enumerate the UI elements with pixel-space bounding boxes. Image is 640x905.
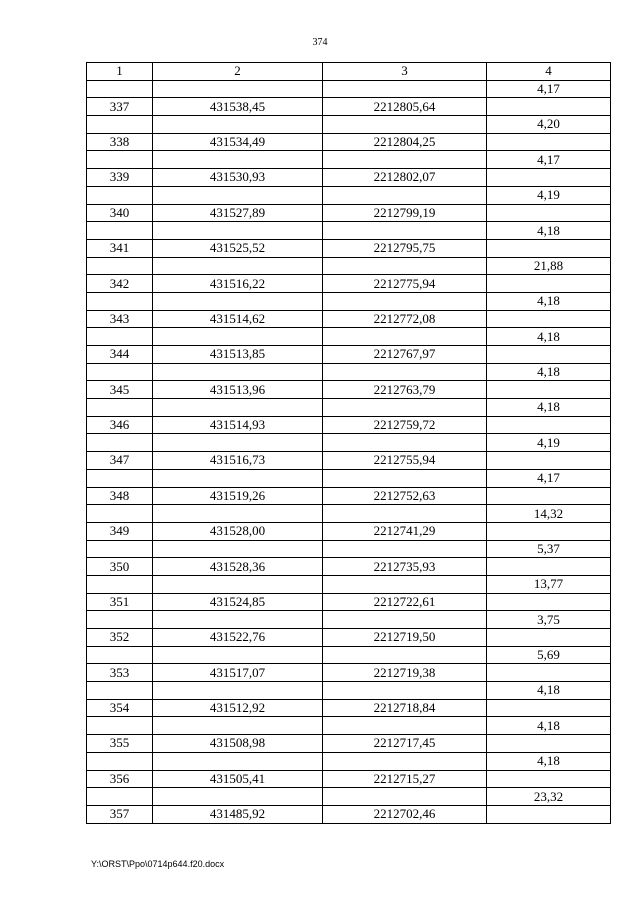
y-coordinate-cell: 2212715,27: [323, 770, 487, 788]
table-row: [87, 770, 611, 788]
table-row: [87, 275, 611, 293]
point-number-cell: 355: [87, 735, 153, 753]
y-coordinate-cell: 2212767,97: [323, 346, 487, 364]
table-row: [87, 116, 611, 134]
y-coordinate-cell: 2212799,19: [323, 204, 487, 222]
y-coordinate-cell: [323, 752, 487, 770]
point-number-cell: [87, 788, 153, 806]
point-number-cell: [87, 116, 153, 134]
table-row: [87, 558, 611, 576]
point-number-cell: 354: [87, 699, 153, 717]
x-coordinate-cell: [153, 363, 323, 381]
x-coordinate-cell: 431516,22: [153, 275, 323, 293]
x-coordinate-cell: 431505,41: [153, 770, 323, 788]
x-coordinate-cell: 431534,49: [153, 133, 323, 151]
table-row: [87, 169, 611, 187]
point-number-cell: [87, 717, 153, 735]
y-coordinate-cell: 2212722,61: [323, 593, 487, 611]
x-coordinate-cell: 431512,92: [153, 699, 323, 717]
y-coordinate-cell: [323, 292, 487, 310]
point-number-cell: [87, 540, 153, 558]
table-row: [87, 469, 611, 487]
distance-cell: 4,19: [487, 434, 611, 452]
y-coordinate-cell: 2212772,08: [323, 310, 487, 328]
column-header-1: 1: [87, 63, 153, 81]
distance-cell: [487, 346, 611, 364]
y-coordinate-cell: 2212741,29: [323, 522, 487, 540]
y-coordinate-cell: 2212775,94: [323, 275, 487, 293]
x-coordinate-cell: [153, 611, 323, 629]
table-row: [87, 717, 611, 735]
y-coordinate-cell: [323, 399, 487, 417]
distance-cell: [487, 522, 611, 540]
distance-cell: 3,75: [487, 611, 611, 629]
table-row: [87, 540, 611, 558]
x-coordinate-cell: [153, 257, 323, 275]
distance-cell: [487, 275, 611, 293]
x-coordinate-cell: 431525,52: [153, 239, 323, 257]
distance-cell: [487, 452, 611, 470]
y-coordinate-cell: 2212752,63: [323, 487, 487, 505]
point-number-cell: 345: [87, 381, 153, 399]
x-coordinate-cell: [153, 434, 323, 452]
distance-cell: 4,20: [487, 116, 611, 134]
table-header-row: [87, 63, 611, 81]
table-row: [87, 752, 611, 770]
x-coordinate-cell: [153, 328, 323, 346]
table-row: [87, 575, 611, 593]
distance-cell: [487, 487, 611, 505]
distance-cell: 4,17: [487, 151, 611, 169]
distance-cell: 13,77: [487, 575, 611, 593]
table-row: [87, 593, 611, 611]
footer-file-path: Y:\ORST\Ppo\0714p644.f20.docx: [91, 859, 225, 869]
table-row: [87, 399, 611, 417]
y-coordinate-cell: [323, 186, 487, 204]
table-row: [87, 664, 611, 682]
table-row: [87, 363, 611, 381]
point-number-cell: 346: [87, 416, 153, 434]
y-coordinate-cell: 2212755,94: [323, 452, 487, 470]
distance-cell: [487, 558, 611, 576]
table-row: [87, 151, 611, 169]
y-coordinate-cell: [323, 80, 487, 98]
table-row: [87, 682, 611, 700]
point-number-cell: [87, 469, 153, 487]
x-coordinate-cell: 431517,07: [153, 664, 323, 682]
point-number-cell: 338: [87, 133, 153, 151]
x-coordinate-cell: [153, 505, 323, 523]
table-row: [87, 487, 611, 505]
point-number-cell: 344: [87, 346, 153, 364]
y-coordinate-cell: 2212763,79: [323, 381, 487, 399]
table-row: [87, 80, 611, 98]
y-coordinate-cell: 2212804,25: [323, 133, 487, 151]
table-row: [87, 434, 611, 452]
distance-cell: [487, 805, 611, 823]
y-coordinate-cell: [323, 469, 487, 487]
x-coordinate-cell: [153, 682, 323, 700]
point-number-cell: [87, 80, 153, 98]
distance-cell: 4,18: [487, 363, 611, 381]
x-coordinate-cell: 431514,62: [153, 310, 323, 328]
x-coordinate-cell: [153, 540, 323, 558]
distance-cell: [487, 381, 611, 399]
distance-cell: 4,18: [487, 399, 611, 417]
point-number-cell: [87, 222, 153, 240]
table-row: [87, 699, 611, 717]
distance-cell: 5,69: [487, 646, 611, 664]
distance-cell: 4,17: [487, 469, 611, 487]
x-coordinate-cell: 431530,93: [153, 169, 323, 187]
point-number-cell: 340: [87, 204, 153, 222]
distance-cell: [487, 629, 611, 647]
column-header-2: 2: [153, 63, 323, 81]
table-row: [87, 788, 611, 806]
x-coordinate-cell: 431538,45: [153, 98, 323, 116]
table-row: [87, 186, 611, 204]
distance-cell: 4,18: [487, 328, 611, 346]
distance-cell: [487, 664, 611, 682]
distance-cell: 4,19: [487, 186, 611, 204]
distance-cell: [487, 204, 611, 222]
y-coordinate-cell: 2212719,38: [323, 664, 487, 682]
point-number-cell: [87, 292, 153, 310]
table-row: [87, 257, 611, 275]
distance-cell: 14,32: [487, 505, 611, 523]
x-coordinate-cell: 431528,00: [153, 522, 323, 540]
point-number-cell: 337: [87, 98, 153, 116]
y-coordinate-cell: 2212719,50: [323, 629, 487, 647]
column-header-3: 3: [323, 63, 487, 81]
distance-cell: [487, 310, 611, 328]
point-number-cell: [87, 328, 153, 346]
x-coordinate-cell: 431485,92: [153, 805, 323, 823]
x-coordinate-cell: 431516,73: [153, 452, 323, 470]
x-coordinate-cell: 431528,36: [153, 558, 323, 576]
y-coordinate-cell: 2212759,72: [323, 416, 487, 434]
distance-cell: [487, 699, 611, 717]
y-coordinate-cell: [323, 575, 487, 593]
point-number-cell: [87, 151, 153, 169]
page-number: 374: [312, 37, 328, 48]
y-coordinate-cell: [323, 328, 487, 346]
x-coordinate-cell: [153, 788, 323, 806]
table-row: [87, 416, 611, 434]
point-number-cell: 348: [87, 487, 153, 505]
x-coordinate-cell: 431527,89: [153, 204, 323, 222]
distance-cell: 5,37: [487, 540, 611, 558]
table-row: [87, 805, 611, 823]
x-coordinate-cell: 431514,93: [153, 416, 323, 434]
table-row: [87, 611, 611, 629]
table-row: [87, 522, 611, 540]
point-number-cell: 357: [87, 805, 153, 823]
point-number-cell: 353: [87, 664, 153, 682]
distance-cell: [487, 133, 611, 151]
y-coordinate-cell: 2212795,75: [323, 239, 487, 257]
point-number-cell: 343: [87, 310, 153, 328]
table-row: [87, 292, 611, 310]
y-coordinate-cell: [323, 646, 487, 664]
y-coordinate-cell: [323, 363, 487, 381]
y-coordinate-cell: [323, 151, 487, 169]
y-coordinate-cell: [323, 788, 487, 806]
x-coordinate-cell: [153, 80, 323, 98]
table-row: [87, 204, 611, 222]
distance-cell: 4,18: [487, 717, 611, 735]
x-coordinate-cell: [153, 222, 323, 240]
y-coordinate-cell: [323, 222, 487, 240]
distance-cell: 4,18: [487, 222, 611, 240]
point-number-cell: 339: [87, 169, 153, 187]
point-number-cell: [87, 399, 153, 417]
y-coordinate-cell: 2212735,93: [323, 558, 487, 576]
distance-cell: [487, 770, 611, 788]
column-header-4: 4: [487, 63, 611, 81]
table-row: [87, 133, 611, 151]
x-coordinate-cell: [153, 151, 323, 169]
distance-cell: 4,18: [487, 682, 611, 700]
point-number-cell: [87, 257, 153, 275]
y-coordinate-cell: [323, 682, 487, 700]
distance-cell: 4,18: [487, 292, 611, 310]
distance-cell: 4,17: [487, 80, 611, 98]
y-coordinate-cell: [323, 540, 487, 558]
x-coordinate-cell: 431524,85: [153, 593, 323, 611]
point-number-cell: 342: [87, 275, 153, 293]
y-coordinate-cell: 2212718,84: [323, 699, 487, 717]
x-coordinate-cell: [153, 116, 323, 134]
table-row: [87, 98, 611, 116]
table-row: [87, 222, 611, 240]
y-coordinate-cell: [323, 434, 487, 452]
table-row: [87, 328, 611, 346]
x-coordinate-cell: [153, 646, 323, 664]
x-coordinate-cell: 431513,96: [153, 381, 323, 399]
x-coordinate-cell: [153, 752, 323, 770]
x-coordinate-cell: [153, 399, 323, 417]
distance-cell: [487, 239, 611, 257]
y-coordinate-cell: [323, 505, 487, 523]
point-number-cell: 350: [87, 558, 153, 576]
distance-cell: [487, 735, 611, 753]
table-row: [87, 452, 611, 470]
table-row: [87, 346, 611, 364]
distance-cell: [487, 416, 611, 434]
point-number-cell: 352: [87, 629, 153, 647]
table-row: [87, 646, 611, 664]
y-coordinate-cell: [323, 717, 487, 735]
distance-cell: [487, 593, 611, 611]
y-coordinate-cell: 2212717,45: [323, 735, 487, 753]
x-coordinate-cell: 431522,76: [153, 629, 323, 647]
point-number-cell: [87, 505, 153, 523]
point-number-cell: [87, 646, 153, 664]
y-coordinate-cell: [323, 116, 487, 134]
x-coordinate-cell: [153, 717, 323, 735]
point-number-cell: [87, 575, 153, 593]
y-coordinate-cell: [323, 611, 487, 629]
x-coordinate-cell: 431508,98: [153, 735, 323, 753]
y-coordinate-cell: 2212802,07: [323, 169, 487, 187]
table-row: [87, 735, 611, 753]
coordinates-table-container: [86, 62, 610, 824]
point-number-cell: [87, 186, 153, 204]
coordinates-table: [86, 62, 611, 824]
table-row: [87, 505, 611, 523]
x-coordinate-cell: 431513,85: [153, 346, 323, 364]
table-row: [87, 381, 611, 399]
point-number-cell: 351: [87, 593, 153, 611]
x-coordinate-cell: [153, 575, 323, 593]
table-body: [87, 80, 611, 823]
point-number-cell: [87, 434, 153, 452]
distance-cell: [487, 169, 611, 187]
distance-cell: 21,88: [487, 257, 611, 275]
table-row: [87, 239, 611, 257]
y-coordinate-cell: 2212702,46: [323, 805, 487, 823]
point-number-cell: [87, 363, 153, 381]
point-number-cell: [87, 752, 153, 770]
table-row: [87, 310, 611, 328]
table-row: [87, 629, 611, 647]
point-number-cell: 356: [87, 770, 153, 788]
x-coordinate-cell: [153, 469, 323, 487]
y-coordinate-cell: [323, 257, 487, 275]
point-number-cell: 347: [87, 452, 153, 470]
point-number-cell: 341: [87, 239, 153, 257]
x-coordinate-cell: 431519,26: [153, 487, 323, 505]
distance-cell: 4,18: [487, 752, 611, 770]
point-number-cell: 349: [87, 522, 153, 540]
point-number-cell: [87, 611, 153, 629]
point-number-cell: [87, 682, 153, 700]
x-coordinate-cell: [153, 186, 323, 204]
distance-cell: [487, 98, 611, 116]
y-coordinate-cell: 2212805,64: [323, 98, 487, 116]
x-coordinate-cell: [153, 292, 323, 310]
distance-cell: 23,32: [487, 788, 611, 806]
